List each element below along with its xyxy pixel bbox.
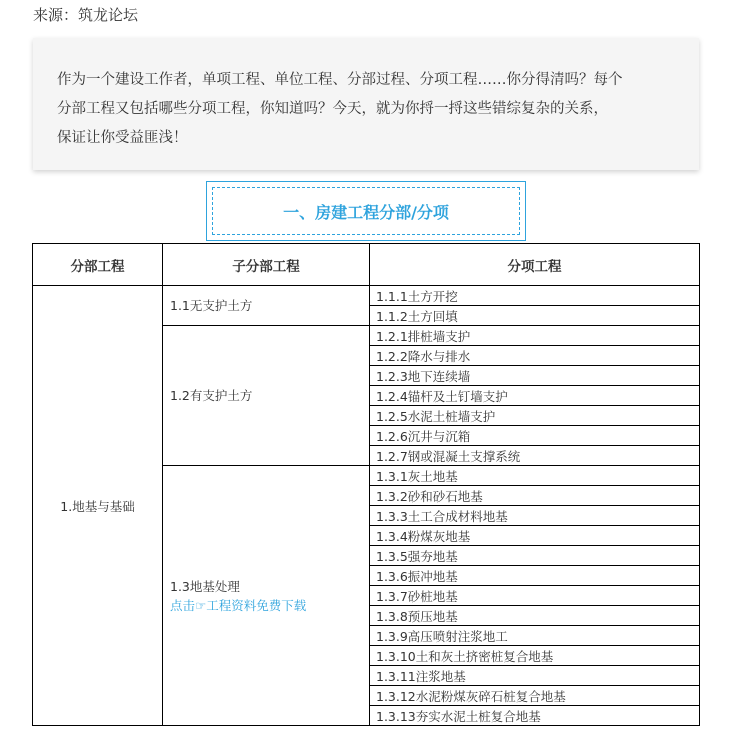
intro-line-3: 保证让你受益匪浅！ <box>57 130 188 146</box>
subdivision-cell <box>163 286 370 326</box>
subitem-cell: 1.3.11注浆地基 <box>370 666 700 686</box>
subitem-cell: 1.3.7砂桩地基 <box>370 586 700 606</box>
source-label: 来源：筑龙论坛 <box>33 6 139 24</box>
subitem-cell: 1.2.6沉井与沉箱 <box>370 426 700 446</box>
division-cell: 1.地基与基础 <box>33 286 163 726</box>
subitem-cell: 1.3.13夯实水泥土桩复合地基 <box>370 706 700 726</box>
subitem-cell: 1.1.1土方开挖 <box>370 286 700 306</box>
subitem-cell: 1.2.3地下连续墙 <box>370 366 700 386</box>
subdivision-name: 1.1无支护土方 <box>170 298 253 313</box>
subdivision-name: 1.3地基处理 <box>170 578 240 594</box>
subitem-cell: 1.2.5水泥土桩墙支护 <box>370 406 700 426</box>
subitem-cell: 1.3.1灰土地基 <box>370 466 700 486</box>
subitem-cell: 1.3.3土工合成材料地基 <box>370 506 700 526</box>
download-link[interactable]: 点击☞工程资料免费下载 <box>170 597 307 613</box>
section-heading: 一、房建工程分部/分项 <box>212 187 520 235</box>
section-heading-box <box>206 181 526 241</box>
subitem-cell: 1.2.1排桩墙支护 <box>370 326 700 346</box>
subdivision-cell <box>163 326 370 466</box>
table-row <box>33 286 700 306</box>
subitem-cell: 1.2.4锚杆及土钉墙支护 <box>370 386 700 406</box>
table-header-row <box>33 244 700 286</box>
intro-line-2: 分部工程又包括哪些分项工程，你知道吗？今天，就为你捋一捋这些错综复杂的关系， <box>57 101 608 117</box>
subitem-cell: 1.3.10土和灰土挤密桩复合地基 <box>370 646 700 666</box>
intro-box <box>33 38 699 170</box>
subitem-cell: 1.3.6振冲地基 <box>370 566 700 586</box>
subitem-cell: 1.1.2土方回填 <box>370 306 700 326</box>
subdivision-name: 1.2有支护土方 <box>170 388 253 403</box>
subitem-cell: 1.3.2砂和砂石地基 <box>370 486 700 506</box>
subitem-cell: 1.2.7钢或混凝土支撑系统 <box>370 446 700 466</box>
subitem-cell: 1.3.8预压地基 <box>370 606 700 626</box>
subitem-cell: 1.3.5强夯地基 <box>370 546 700 566</box>
intro-line-1: 作为一个建设工作者，单项工程、单位工程、分部过程、分项工程……你分得清吗？每个 <box>57 72 623 88</box>
intro-text <box>57 66 675 153</box>
header-subdivision: 子分部工程 <box>163 244 370 286</box>
header-division: 分部工程 <box>33 244 163 286</box>
subitem-cell: 1.3.9高压喷射注浆地工 <box>370 626 700 646</box>
subitem-cell: 1.2.2降水与排水 <box>370 346 700 366</box>
subitem-cell: 1.3.12水泥粉煤灰碎石桩复合地基 <box>370 686 700 706</box>
header-subitem: 分项工程 <box>370 244 700 286</box>
subitem-cell: 1.3.4粉煤灰地基 <box>370 526 700 546</box>
division-table <box>32 243 700 726</box>
subdivision-cell <box>163 466 370 726</box>
